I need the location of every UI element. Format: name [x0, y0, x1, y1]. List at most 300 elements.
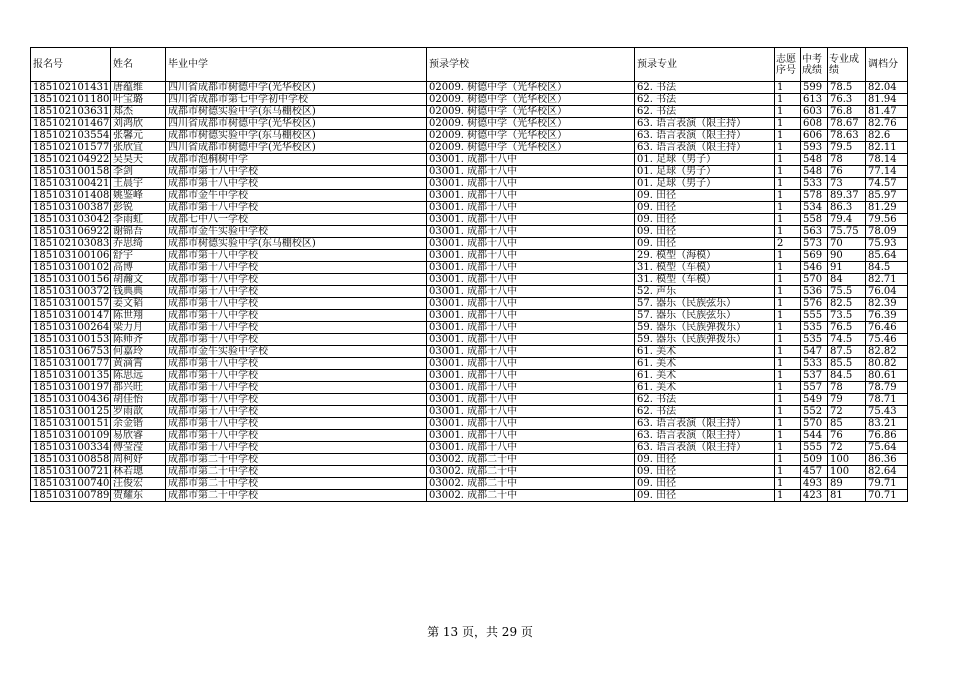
graduating-school-cell: 成都市第十八中学校 [166, 394, 427, 406]
major-score-cell: 70 [828, 238, 866, 250]
table-row [31, 298, 908, 310]
graduating-school-cell: 成都市第十八中学校 [166, 418, 427, 430]
final-score-cell: 78.71 [866, 394, 908, 406]
graduating-school-cell: 成都市树德实验中学(东马棚校区) [166, 130, 427, 142]
exam-score-cell: 536 [801, 286, 828, 298]
admitted-school-cell: 02009. 树德中学（光华校区） [427, 130, 635, 142]
final-score-cell: 82.04 [866, 82, 908, 94]
admitted-school-cell: 03001. 成都十八中 [427, 178, 635, 190]
table-row [31, 322, 908, 334]
exam-score-cell: 570 [801, 274, 828, 286]
name-cell: 高博 [111, 262, 166, 274]
reg-no-cell: 185103100334 [31, 442, 111, 454]
final-score-cell: 75.46 [866, 334, 908, 346]
reg-no-cell: 185103100264 [31, 322, 111, 334]
admitted-school-cell: 03001. 成都十八中 [427, 358, 635, 370]
major-score-cell: 72 [828, 406, 866, 418]
preference-no-cell: 1 [775, 322, 801, 334]
admitted-major-cell: 61. 美术 [635, 382, 775, 394]
exam-score-cell: 533 [801, 358, 828, 370]
exam-score-cell: 534 [801, 202, 828, 214]
graduating-school-cell: 成都市金牛中学校 [166, 190, 427, 202]
exam-score-cell: 552 [801, 406, 828, 418]
graduating-school-cell: 成都市第十八中学校 [166, 358, 427, 370]
name-cell: 唐蕴维 [111, 82, 166, 94]
preference-no-cell: 1 [775, 298, 801, 310]
admitted-major-cell: 09. 田径 [635, 478, 775, 490]
name-cell: 胡瀚文 [111, 274, 166, 286]
exam-score-cell: 457 [801, 466, 828, 478]
major-score-cell: 85 [828, 418, 866, 430]
name-cell: 刘鸿欣 [111, 118, 166, 130]
exam-score-cell: 558 [801, 214, 828, 226]
admitted-school-cell: 03001. 成都十八中 [427, 238, 635, 250]
final-score-cell: 85.64 [866, 250, 908, 262]
major-score-cell: 75.5 [828, 286, 866, 298]
admitted-major-cell: 62. 书法 [635, 82, 775, 94]
exam-score-cell: 535 [801, 334, 828, 346]
major-score-cell: 100 [828, 454, 866, 466]
admitted-major-cell: 29. 模型（海模） [635, 250, 775, 262]
admitted-school-cell: 02009. 树德中学（光华校区） [427, 82, 635, 94]
preference-no-cell: 1 [775, 406, 801, 418]
reg-no-cell: 185103100387 [31, 202, 111, 214]
admitted-school-cell: 03001. 成都十八中 [427, 262, 635, 274]
major-score-cell: 75.75 [828, 226, 866, 238]
major-score-cell: 72 [828, 442, 866, 454]
table-row [31, 310, 908, 322]
exam-score-cell: 548 [801, 154, 828, 166]
name-cell: 张欣宜 [111, 142, 166, 154]
page-footer: 第 13 页，共 29 页 [427, 625, 533, 639]
table-body [31, 82, 908, 502]
admitted-major-cell: 59. 器乐（民族弹拨乐） [635, 334, 775, 346]
exam-score-cell: 570 [801, 418, 828, 430]
table-row [31, 154, 908, 166]
major-score-cell: 76 [828, 166, 866, 178]
preference-no-cell: 1 [775, 262, 801, 274]
preference-no-cell: 1 [775, 94, 801, 106]
admitted-school-cell: 03002. 成都二十中 [427, 454, 635, 466]
table-row [31, 382, 908, 394]
reg-no-cell: 185102103083 [31, 238, 111, 250]
admitted-major-cell: 62. 书法 [635, 94, 775, 106]
name-cell: 郑杰 [111, 106, 166, 118]
major-score-cell: 76.3 [828, 94, 866, 106]
major-score-cell: 78.5 [828, 82, 866, 94]
admitted-major-cell: 09. 田径 [635, 202, 775, 214]
major-score-cell: 78 [828, 382, 866, 394]
admitted-major-cell: 61. 美术 [635, 358, 775, 370]
name-cell: 罗雨歆 [111, 406, 166, 418]
admitted-major-cell: 57. 器乐（民族弦乐） [635, 310, 775, 322]
major-score-cell: 89 [828, 478, 866, 490]
graduating-school-cell: 成都市第十八中学校 [166, 334, 427, 346]
preference-no-cell: 1 [775, 190, 801, 202]
reg-no-cell: 185103100721 [31, 466, 111, 478]
final-score-cell: 76.46 [866, 322, 908, 334]
table-row [31, 274, 908, 286]
admitted-major-cell: 61. 美术 [635, 370, 775, 382]
name-cell: 叶宝璐 [111, 94, 166, 106]
name-cell: 陈世翔 [111, 310, 166, 322]
preference-no-cell: 1 [775, 286, 801, 298]
final-score-cell: 83.21 [866, 418, 908, 430]
admitted-school-cell: 03001. 成都十八中 [427, 322, 635, 334]
graduating-school-cell: 四川省成都市第七中学初中学校 [166, 94, 427, 106]
final-score-cell: 80.61 [866, 370, 908, 382]
graduating-school-cell: 成都市金牛实验中学校 [166, 346, 427, 358]
graduating-school-cell: 成都市第十八中学校 [166, 202, 427, 214]
reg-no-cell: 185103100156 [31, 274, 111, 286]
table-row [31, 454, 908, 466]
graduating-school-cell: 成都市第十八中学校 [166, 250, 427, 262]
preference-no-cell: 1 [775, 154, 801, 166]
reg-no-cell: 185103100421 [31, 178, 111, 190]
final-score-cell: 77.14 [866, 166, 908, 178]
graduating-school-cell: 成都市第二十中学校 [166, 466, 427, 478]
table-row [31, 418, 908, 430]
graduating-school-cell: 成都市第十八中学校 [166, 382, 427, 394]
table-row [31, 442, 908, 454]
table-row [31, 166, 908, 178]
exam-score-cell: 535 [801, 322, 828, 334]
final-score-cell: 70.71 [866, 490, 908, 502]
name-cell: 谢锦吾 [111, 226, 166, 238]
admitted-major-cell: 62. 书法 [635, 106, 775, 118]
admitted-major-cell: 57. 器乐（民族弦乐） [635, 298, 775, 310]
header-admitted-major: 预录专业 [635, 48, 775, 82]
reg-no-cell: 185103103042 [31, 214, 111, 226]
reg-no-cell: 185103100372 [31, 286, 111, 298]
admitted-school-cell: 03001. 成都十八中 [427, 406, 635, 418]
table-row [31, 190, 908, 202]
name-cell: 陈师齐 [111, 334, 166, 346]
name-cell: 李雨虹 [111, 214, 166, 226]
header-admitted-school: 预录学校 [427, 48, 635, 82]
major-score-cell: 90 [828, 250, 866, 262]
reg-no-cell: 185103106922 [31, 226, 111, 238]
table-row [31, 250, 908, 262]
major-score-cell: 85.5 [828, 358, 866, 370]
table-row [31, 346, 908, 358]
major-score-cell: 79.5 [828, 142, 866, 154]
final-score-cell: 81.94 [866, 94, 908, 106]
name-cell: 姜文韬 [111, 298, 166, 310]
exam-score-cell: 578 [801, 190, 828, 202]
graduating-school-cell: 成都市第十八中学校 [166, 310, 427, 322]
admitted-school-cell: 03002. 成都二十中 [427, 466, 635, 478]
preference-no-cell: 1 [775, 358, 801, 370]
exam-score-cell: 613 [801, 94, 828, 106]
admitted-school-cell: 03001. 成都十八中 [427, 334, 635, 346]
major-score-cell: 76 [828, 430, 866, 442]
name-cell: 余金锴 [111, 418, 166, 430]
reg-no-cell: 185102104922 [31, 154, 111, 166]
exam-score-cell: 549 [801, 394, 828, 406]
preference-no-cell: 1 [775, 478, 801, 490]
admitted-major-cell: 09. 田径 [635, 214, 775, 226]
final-score-cell: 74.57 [866, 178, 908, 190]
admission-table [30, 47, 908, 502]
preference-no-cell: 1 [775, 370, 801, 382]
header-preference-no: 志愿序号 [775, 48, 801, 82]
graduating-school-cell: 成都市第十八中学校 [166, 442, 427, 454]
admitted-school-cell: 03001. 成都十八中 [427, 226, 635, 238]
admitted-major-cell: 63. 语言表演（限主持） [635, 118, 775, 130]
graduating-school-cell: 成都市第二十中学校 [166, 454, 427, 466]
graduating-school-cell: 成都市泡桐树中学 [166, 154, 427, 166]
preference-no-cell: 1 [775, 274, 801, 286]
table-row [31, 142, 908, 154]
admitted-school-cell: 02009. 树德中学（光华校区） [427, 94, 635, 106]
graduating-school-cell: 成都市第十八中学校 [166, 430, 427, 442]
admitted-school-cell: 03001. 成都十八中 [427, 166, 635, 178]
table-row [31, 130, 908, 142]
name-cell: 汪俊宏 [111, 478, 166, 490]
header-exam-score: 中考成绩 [801, 48, 828, 82]
exam-score-cell: 423 [801, 490, 828, 502]
preference-no-cell: 1 [775, 142, 801, 154]
table-row [31, 466, 908, 478]
exam-score-cell: 555 [801, 442, 828, 454]
exam-score-cell: 606 [801, 130, 828, 142]
admitted-school-cell: 03001. 成都十八中 [427, 370, 635, 382]
header-name: 姓名 [111, 48, 166, 82]
table-row [31, 490, 908, 502]
final-score-cell: 75.64 [866, 442, 908, 454]
table-row [31, 262, 908, 274]
name-cell: 贺耀东 [111, 490, 166, 502]
reg-no-cell: 185103100858 [31, 454, 111, 466]
admitted-major-cell: 62. 书法 [635, 406, 775, 418]
major-score-cell: 76.8 [828, 106, 866, 118]
final-score-cell: 81.29 [866, 202, 908, 214]
name-cell: 姚鉴峰 [111, 190, 166, 202]
reg-no-cell: 185103100177 [31, 358, 111, 370]
name-cell: 吴昊天 [111, 154, 166, 166]
final-score-cell: 76.04 [866, 286, 908, 298]
final-score-cell: 81.47 [866, 106, 908, 118]
major-score-cell: 86.3 [828, 202, 866, 214]
admitted-school-cell: 03001. 成都十八中 [427, 442, 635, 454]
major-score-cell: 74.5 [828, 334, 866, 346]
preference-no-cell: 1 [775, 310, 801, 322]
major-score-cell: 84 [828, 274, 866, 286]
graduating-school-cell: 成都市第十八中学校 [166, 298, 427, 310]
name-cell: 黄滴霄 [111, 358, 166, 370]
name-cell: 张馨元 [111, 130, 166, 142]
admitted-school-cell: 02009. 树德中学（光华校区） [427, 106, 635, 118]
graduating-school-cell: 成都市第十八中学校 [166, 322, 427, 334]
reg-no-cell: 185103100102 [31, 262, 111, 274]
table-row [31, 214, 908, 226]
admitted-major-cell: 31. 模型（车模） [635, 274, 775, 286]
preference-no-cell: 1 [775, 226, 801, 238]
admitted-major-cell: 62. 书法 [635, 394, 775, 406]
graduating-school-cell: 成都七中八一学校 [166, 214, 427, 226]
table-row [31, 394, 908, 406]
final-score-cell: 82.82 [866, 346, 908, 358]
reg-no-cell: 185103100157 [31, 298, 111, 310]
preference-no-cell: 1 [775, 166, 801, 178]
final-score-cell: 84.5 [866, 262, 908, 274]
table-row [31, 430, 908, 442]
major-score-cell: 79 [828, 394, 866, 406]
exam-score-cell: 533 [801, 178, 828, 190]
header-graduating-school: 毕业中学 [166, 48, 427, 82]
name-cell: 林若璁 [111, 466, 166, 478]
graduating-school-cell: 成都市第十八中学校 [166, 178, 427, 190]
preference-no-cell: 1 [775, 82, 801, 94]
name-cell: 周柯妤 [111, 454, 166, 466]
final-score-cell: 76.86 [866, 430, 908, 442]
admitted-school-cell: 02009. 树德中学（光华校区） [427, 118, 635, 130]
table-row [31, 406, 908, 418]
preference-no-cell: 1 [775, 106, 801, 118]
final-score-cell: 75.43 [866, 406, 908, 418]
name-cell: 胡佳怡 [111, 394, 166, 406]
major-score-cell: 87.5 [828, 346, 866, 358]
graduating-school-cell: 成都市第十八中学校 [166, 406, 427, 418]
preference-no-cell: 1 [775, 250, 801, 262]
admitted-school-cell: 03001. 成都十八中 [427, 154, 635, 166]
reg-no-cell: 185102103554 [31, 130, 111, 142]
table-row [31, 106, 908, 118]
exam-score-cell: 603 [801, 106, 828, 118]
graduating-school-cell: 成都市第十八中学校 [166, 370, 427, 382]
reg-no-cell: 185102101467 [31, 118, 111, 130]
preference-no-cell: 1 [775, 202, 801, 214]
preference-no-cell: 1 [775, 418, 801, 430]
exam-score-cell: 493 [801, 478, 828, 490]
graduating-school-cell: 成都市第十八中学校 [166, 262, 427, 274]
major-score-cell: 73.5 [828, 310, 866, 322]
header-final-score: 调档分 [866, 48, 908, 82]
graduating-school-cell: 成都市树德实验中学(东马棚校区) [166, 238, 427, 250]
table-row [31, 370, 908, 382]
table-row [31, 82, 908, 94]
name-cell: 梁力月 [111, 322, 166, 334]
admitted-major-cell: 63. 语言表演（限主持） [635, 430, 775, 442]
admitted-school-cell: 03002. 成都二十中 [427, 490, 635, 502]
exam-score-cell: 548 [801, 166, 828, 178]
exam-score-cell: 563 [801, 226, 828, 238]
admitted-major-cell: 63. 语言表演（限主持） [635, 130, 775, 142]
table-row [31, 178, 908, 190]
reg-no-cell: 185102103631 [31, 106, 111, 118]
reg-no-cell: 185102101431 [31, 82, 111, 94]
admitted-major-cell: 63. 语言表演（限主持） [635, 418, 775, 430]
exam-score-cell: 599 [801, 82, 828, 94]
major-score-cell: 78.67 [828, 118, 866, 130]
preference-no-cell: 2 [775, 238, 801, 250]
preference-no-cell: 1 [775, 382, 801, 394]
admitted-school-cell: 03001. 成都十八中 [427, 190, 635, 202]
admitted-school-cell: 03001. 成都十八中 [427, 298, 635, 310]
exam-score-cell: 608 [801, 118, 828, 130]
final-score-cell: 80.82 [866, 358, 908, 370]
exam-score-cell: 555 [801, 310, 828, 322]
major-score-cell: 82.5 [828, 298, 866, 310]
reg-no-cell: 185103100153 [31, 334, 111, 346]
major-score-cell: 79.4 [828, 214, 866, 226]
admitted-major-cell: 63. 语言表演（限主持） [635, 142, 775, 154]
name-cell: 都兴旺 [111, 382, 166, 394]
reg-no-cell: 185103100151 [31, 418, 111, 430]
admitted-school-cell: 03001. 成都十八中 [427, 274, 635, 286]
exam-score-cell: 593 [801, 142, 828, 154]
admitted-major-cell: 09. 田径 [635, 466, 775, 478]
major-score-cell: 76.5 [828, 322, 866, 334]
final-score-cell: 82.11 [866, 142, 908, 154]
final-score-cell: 86.36 [866, 454, 908, 466]
header-reg-no: 报名号 [31, 48, 111, 82]
admitted-school-cell: 03001. 成都十八中 [427, 250, 635, 262]
admitted-major-cell: 09. 田径 [635, 490, 775, 502]
graduating-school-cell: 四川省成都市树德中学(光华校区) [166, 118, 427, 130]
preference-no-cell: 1 [775, 346, 801, 358]
admitted-major-cell: 01. 足球（男子） [635, 154, 775, 166]
reg-no-cell: 185102101577 [31, 142, 111, 154]
table-row [31, 334, 908, 346]
exam-score-cell: 546 [801, 262, 828, 274]
reg-no-cell: 185103100106 [31, 250, 111, 262]
reg-no-cell: 185103100436 [31, 394, 111, 406]
final-score-cell: 78.14 [866, 154, 908, 166]
table-row [31, 358, 908, 370]
name-cell: 何嘉玲 [111, 346, 166, 358]
admitted-school-cell: 03001. 成都十八中 [427, 214, 635, 226]
table-row [31, 226, 908, 238]
table-header-row [31, 48, 908, 82]
name-cell: 傅莹滢 [111, 442, 166, 454]
final-score-cell: 78.09 [866, 226, 908, 238]
reg-no-cell: 185103100125 [31, 406, 111, 418]
table-row [31, 238, 908, 250]
major-score-cell: 78.63 [828, 130, 866, 142]
reg-no-cell: 185103100135 [31, 370, 111, 382]
final-score-cell: 82.64 [866, 466, 908, 478]
exam-score-cell: 547 [801, 346, 828, 358]
exam-score-cell: 537 [801, 370, 828, 382]
exam-score-cell: 576 [801, 298, 828, 310]
admitted-major-cell: 52. 声乐 [635, 286, 775, 298]
admitted-major-cell: 09. 田径 [635, 454, 775, 466]
name-cell: 彭锐 [111, 202, 166, 214]
admitted-school-cell: 03001. 成都十八中 [427, 202, 635, 214]
table-row [31, 94, 908, 106]
final-score-cell: 82.6 [866, 130, 908, 142]
admitted-major-cell: 31. 模型（车模） [635, 262, 775, 274]
major-score-cell: 89.37 [828, 190, 866, 202]
admitted-school-cell: 03001. 成都十八中 [427, 430, 635, 442]
table-row [31, 478, 908, 490]
name-cell: 钱典典 [111, 286, 166, 298]
graduating-school-cell: 成都市第十八中学校 [166, 286, 427, 298]
reg-no-cell: 185103100789 [31, 490, 111, 502]
preference-no-cell: 1 [775, 466, 801, 478]
admitted-major-cell: 09. 田径 [635, 238, 775, 250]
major-score-cell: 100 [828, 466, 866, 478]
preference-no-cell: 1 [775, 130, 801, 142]
preference-no-cell: 1 [775, 178, 801, 190]
graduating-school-cell: 四川省成都市树德中学(光华校区) [166, 82, 427, 94]
name-cell: 乔思绮 [111, 238, 166, 250]
graduating-school-cell: 成都市金牛实验中学校 [166, 226, 427, 238]
name-cell: 陈思远 [111, 370, 166, 382]
major-score-cell: 81 [828, 490, 866, 502]
